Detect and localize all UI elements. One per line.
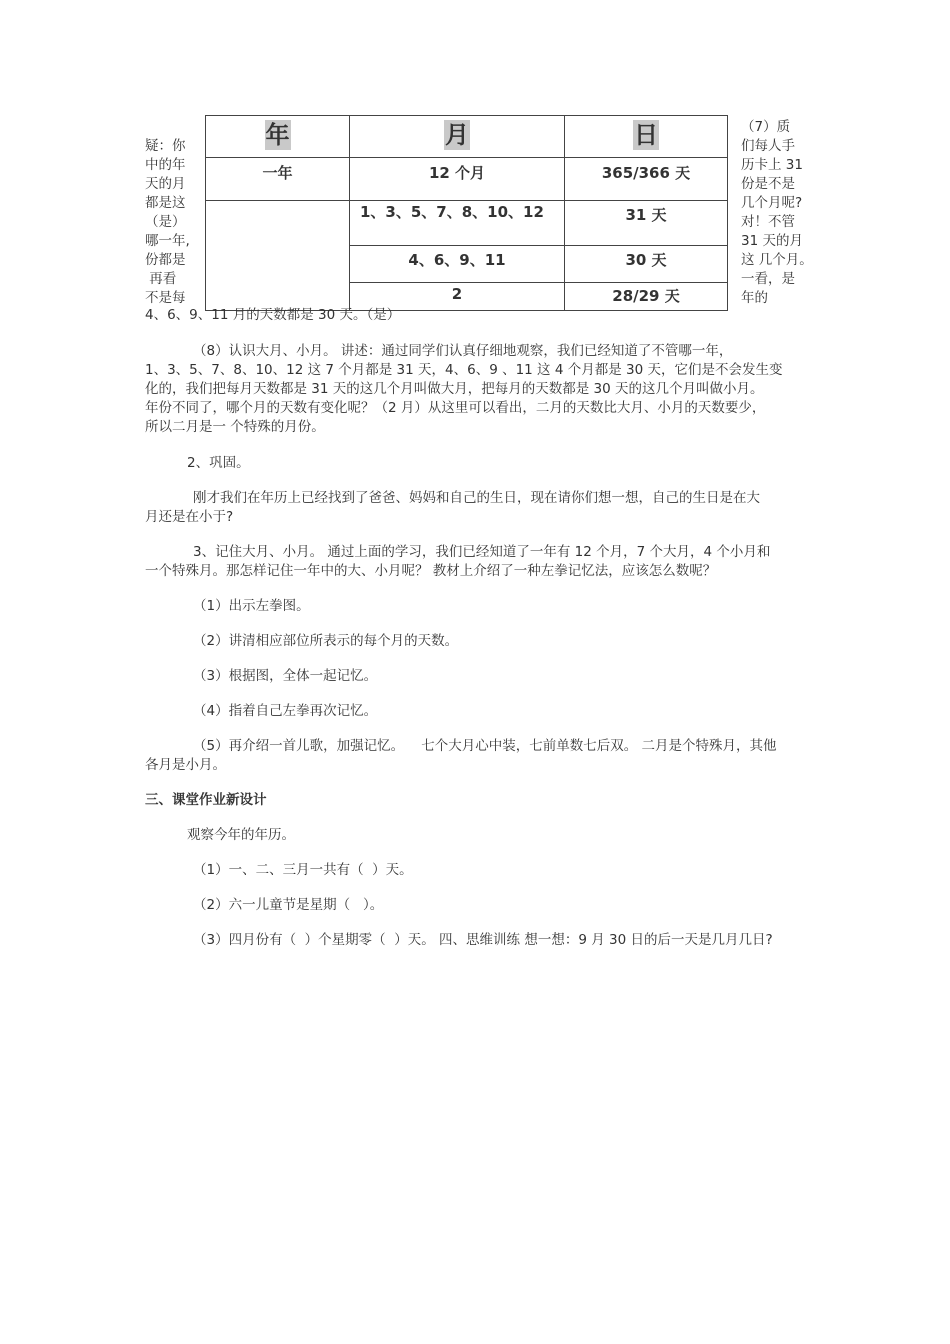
right-line: 31 天的月 <box>741 233 803 249</box>
header-month <box>350 116 565 158</box>
right-line: 这 几个月。 <box>741 252 813 268</box>
p8-line: 所以二月是一 个特殊的月份。 <box>145 419 325 435</box>
right-line: 年的 <box>741 290 768 306</box>
year-month-day-table <box>205 115 728 311</box>
header-year-label: 年 <box>265 121 290 149</box>
remember-line: 3、记住大月、小月。 通过上面的学习，我们已经知道了一年有 12 个月，7 个大月，4 个小月和 <box>193 544 771 560</box>
right-line: 份是不是 <box>741 176 795 192</box>
step-item: （3）根据图，全体一起记忆。 <box>193 668 378 684</box>
left-line: 天的月 <box>145 176 186 192</box>
right-line: （7）质 <box>741 119 791 135</box>
step-item: （1）出示左拳图。 <box>193 598 310 614</box>
cell-february: 2 <box>350 283 565 311</box>
birthday-line: 月还是在小于? <box>145 509 234 525</box>
cell-28-29-days: 28/29 天 <box>565 283 728 311</box>
question-item: （1）一、二、三月一共有（ ）天。 <box>193 862 413 878</box>
p8-line: （8）认识大月、小月。 讲述：通过同学们认真仔细地观察，我们已经知道了不管哪一年， <box>193 343 733 359</box>
right-line: 对！不管 <box>741 214 795 230</box>
observe-line: 观察今年的年历。 <box>187 827 295 843</box>
step-item: （5）再介绍一首儿歌，加强记忆。 七个大月心中装，七前单数七后双。 二月是个特殊月，其他 <box>193 738 777 754</box>
step-item: 各月是小月。 <box>145 757 226 773</box>
header-day-label: 日 <box>634 121 658 149</box>
left-line: 不是每 <box>145 290 186 306</box>
step-item: （4）指着自己左拳再次记忆。 <box>193 703 378 719</box>
left-line: 疑：你 <box>145 138 186 154</box>
left-line: 哪一年, <box>145 233 190 249</box>
header-month-label: 月 <box>445 121 469 149</box>
header-day <box>565 116 728 158</box>
right-line: 历卡上 31 <box>741 157 803 173</box>
p8-line: 化的，我们把每月天数都是 31 天的这几个月叫做大月，把每月的天数都是 30 天的这几个月叫做小月。 <box>145 381 764 397</box>
right-line: 们每人手 <box>741 138 795 154</box>
table-header-row <box>206 116 728 158</box>
right-line: 一看，是 <box>741 271 795 287</box>
table-row <box>206 201 728 246</box>
left-line: 再看 <box>145 271 177 287</box>
remember-line: 一个特殊月。那怎样记住一年中的大、小月呢？ 教材上介绍了一种左拳记忆法，应该怎么数呢？ <box>145 563 717 579</box>
cell-30-days: 30 天 <box>565 246 728 283</box>
cell-small-months: 4、6、9、11 <box>350 246 565 283</box>
cell-big-months: 1、3、5、7、8、10、12 <box>350 201 565 246</box>
cell-one-year: 一年 <box>206 158 350 201</box>
section-three-heading: 三、课堂作业新设计 <box>145 792 267 808</box>
p8-line: 年份不同了，哪个月的天数有变化呢？（2 月）从这里可以看出，二月的天数比大月、小月的天数要少， <box>145 400 766 416</box>
left-line: 中的年 <box>145 157 186 173</box>
header-year <box>206 116 350 158</box>
cell-31-days: 31 天 <box>565 201 728 246</box>
consolidate-heading: 2、巩固。 <box>187 455 250 471</box>
left-line: 都是这 <box>145 195 186 211</box>
table-row <box>206 158 728 201</box>
p8-line: 1、3、5、7、8、10、12 这 7 个月都是 31 天，4、6、9 、11 这 4 个月都是 30 天，它们是不会发生变 <box>145 362 783 378</box>
left-side-text <box>145 137 190 308</box>
step-item: （2）讲清相应部位所表示的每个月的天数。 <box>193 633 459 649</box>
left-line: 份都是 <box>145 252 186 268</box>
birthday-line: 刚才我们在年历上已经找到了爸爸、妈妈和自己的生日，现在请你们想一想，自己的生日是在大 <box>193 490 760 506</box>
left-line: （是） <box>145 214 186 230</box>
cell-empty <box>206 201 350 311</box>
right-side-text <box>741 118 813 308</box>
right-line: 几个月呢? <box>741 195 803 211</box>
question-item: （2）六一儿童节是星期（ ）。 <box>193 897 384 913</box>
cell-twelve-months: 12 个月 <box>350 158 565 201</box>
question-item: （3）四月份有（ ）个星期零（ ）天。 四、思维训练 想一想：9 月 30 日的后一天是几月几日? <box>193 932 773 948</box>
paragraph-after-table: 4、6、9、11 月的天数都是 30 天。（是） <box>145 307 401 323</box>
cell-year-days: 365/366 天 <box>565 158 728 201</box>
